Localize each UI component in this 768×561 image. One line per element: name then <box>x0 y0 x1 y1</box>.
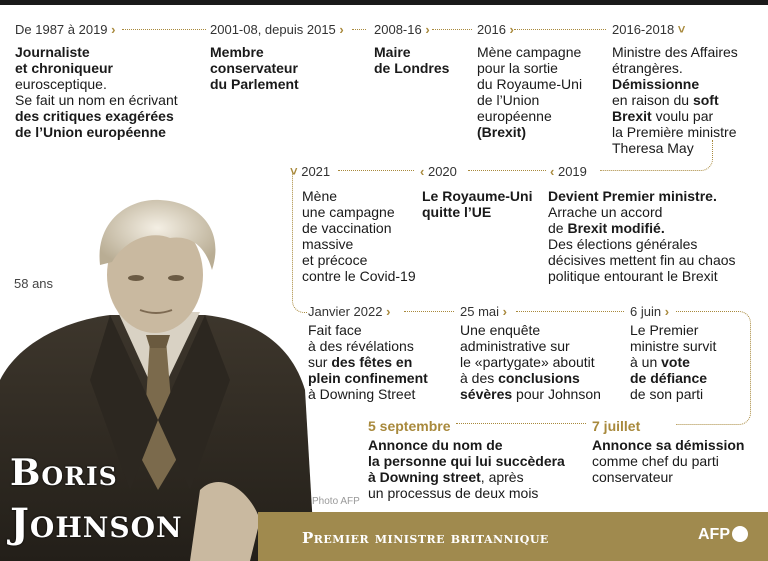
event-text: Journaliste et chroniqueur eurosceptique. Se fait un nom en écrivant des critiques exagérées de l’Union européenne <box>15 44 178 140</box>
timeline-connector <box>514 29 606 30</box>
timeline-connector <box>404 311 454 312</box>
timeline-connector <box>122 29 206 30</box>
event-date: 6 juin › <box>630 304 670 319</box>
name-first: Boris <box>10 452 118 494</box>
event-text: Annonce du nom de la personne qui lui succèdera à Downing street, après un processus de deux mois <box>368 437 565 501</box>
event-text: Mène campagne pour la sortie du Royaume-Uni de l’Union européenne (Brexit) <box>477 44 583 140</box>
event-date: De 1987 à 2019 › <box>15 22 116 37</box>
timeline-connector <box>432 29 472 30</box>
timeline-connector <box>468 170 546 171</box>
timeline-connector <box>338 170 414 171</box>
event-text: Membre conservateur du Parlement <box>210 44 299 92</box>
event-date: ‹ 2019 <box>550 164 587 179</box>
timeline-connector <box>456 423 586 424</box>
event-text: Le Royaume-Uni quitte l’UE <box>422 188 533 220</box>
afp-logo: AFP <box>698 526 748 544</box>
event-date: 2001-08, depuis 2015 › <box>210 22 344 37</box>
event-date: Janvier 2022 › <box>308 304 391 319</box>
event-date: ‹ 2020 <box>420 164 457 179</box>
event-date: ˅ 2021 <box>290 164 331 179</box>
event-date: 2008-16 › <box>374 22 430 37</box>
timeline-connector <box>516 311 624 312</box>
event-date: 5 septembre <box>368 418 451 434</box>
photo-credit: Photo AFP <box>312 496 360 507</box>
event-date: 7 juillet <box>592 418 641 434</box>
top-bar <box>0 0 768 5</box>
event-text: Devient Premier ministre. Arrache un accord de Brexit modifié. Des élections générales décisives mettent fin au chaos politique entourant le Brexit <box>548 188 736 284</box>
name-last: Johnson <box>10 500 183 547</box>
event-text: Le Premier ministre survit à un vote de défiance de son parti <box>630 322 717 402</box>
event-text: Mène une campagne de vaccination massive et précoce contre le Covid-19 <box>302 188 416 284</box>
timeline-connector <box>352 29 366 30</box>
logo-dot-icon <box>732 526 748 542</box>
band-title: Premier ministre britannique <box>302 529 549 547</box>
event-text: Une enquête administrative sur le «partygate» aboutit à des conclusions sévères pour Johnson <box>460 322 601 402</box>
event-date: 2016 › <box>477 22 514 37</box>
event-text: Ministre des Affaires étrangères. Démissionne en raison du soft Brexit voulu par la Première ministre Theresa May <box>612 44 738 156</box>
event-text: Fait face à des révélations sur des fêtes en plein confinement à Downing Street <box>308 322 428 402</box>
age-label: 58 ans <box>14 276 54 291</box>
event-date: 2016-2018 ˅ <box>612 22 686 37</box>
event-date: 25 mai › <box>460 304 507 319</box>
event-text: Annonce sa démission comme chef du parti conservateur <box>592 437 745 485</box>
event-text: Maire de Londres <box>374 44 450 76</box>
